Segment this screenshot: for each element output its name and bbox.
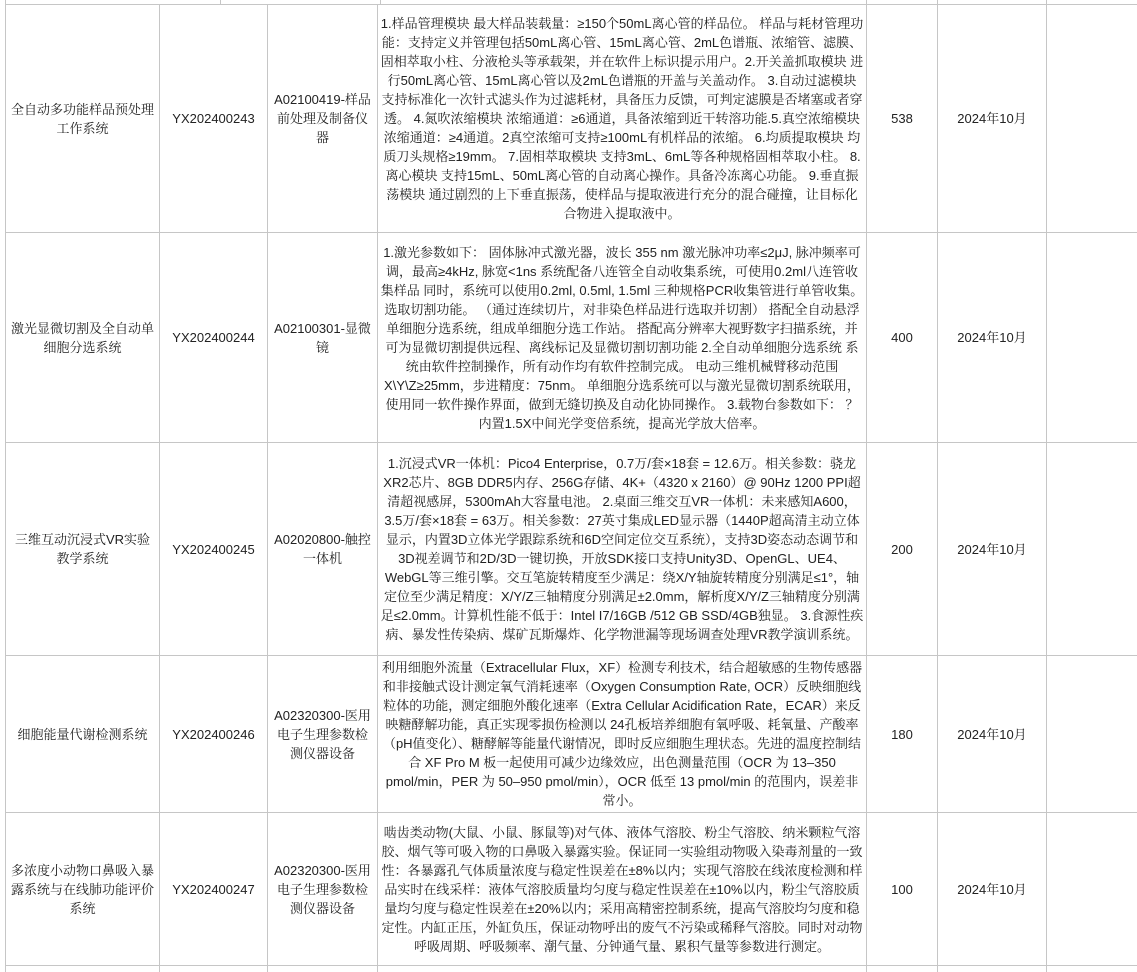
cell-date[interactable]: 2024年10月: [938, 233, 1047, 443]
partial-cell[interactable]: [268, 966, 378, 972]
cell-date[interactable]: 2024年10月: [938, 443, 1047, 656]
cell-project-code[interactable]: YX202400246: [160, 656, 268, 813]
cell-product-name[interactable]: 全自动多功能样品预处理工作系统: [6, 5, 160, 233]
cell-category-code[interactable]: A02100419-样品前处理及制备仪器: [268, 5, 378, 233]
table-row: [6, 5, 1137, 233]
partial-row-bottom: [6, 966, 1137, 972]
cell-project-code[interactable]: YX202400243: [160, 5, 268, 233]
cell-empty[interactable]: [1047, 813, 1137, 966]
cell-empty[interactable]: [1047, 233, 1137, 443]
cell-category-code[interactable]: A02320300-医用电子生理参数检测仪器设备: [268, 656, 378, 813]
cell-quantity[interactable]: 100: [867, 813, 938, 966]
table-row: [6, 233, 1137, 443]
cell-date[interactable]: 2024年10月: [938, 813, 1047, 966]
partial-cell[interactable]: [160, 966, 268, 972]
cell-category-code[interactable]: A02020800-触控一体机: [268, 443, 378, 656]
cell-project-code[interactable]: YX202400247: [160, 813, 268, 966]
cell-date[interactable]: 2024年10月: [938, 656, 1047, 813]
cell-product-name[interactable]: 激光显微切割及全自动单细胞分选系统: [6, 233, 160, 443]
cell-category-code[interactable]: A02320300-医用电子生理参数检测仪器设备: [268, 813, 378, 966]
cell-empty[interactable]: [1047, 443, 1137, 656]
cell-description[interactable]: 利用细胞外流量（Extracellular Flux，XF）检测专利技术，结合超敏感的生物传感器和非接触式设计测定氧气消耗速率（Oxygen Consumption Rate, OCR）反映细胞线粒体的功能，测定细胞外酸化速率（Extra Cellular Acidification Rate，ECAR）来反映糖酵解功能，真正实现零损伤检测以 24孔板培养细胞有氧呼吸、耗氧量、产酸率（pH值变化）、糖酵解等能量代谢情况，即时反应细胞生理状态。先进的温度控制结合 XF Pro M 板一起使用可减少边缘效应，出色测量范围（OCR 为 13–350 pmol/min，PER 为 50–950 pmol/min），OCR 低至 13 pmol/min 的范围内，误差非常小。: [378, 656, 867, 813]
cell-quantity[interactable]: 400: [867, 233, 938, 443]
cell-description[interactable]: 1.样品管理模块 最大样品装载量：≥150个50mL离心管的样品位。 样品与耗材管理功能：支持定义并管理包括50mL离心管、15mL离心管、2mL色谱瓶、浓缩管、滤膜、固相萃取小柱、分液枪头等承载架，并在软件上标识提示用户。2.开关盖抓取模块 进行50mL离心管、15mL离心管以及2mL色谱瓶的开盖与关盖动作。 3.自动过滤模块 支持标准化一次针式滤头作为过滤耗材，具备压力反馈，可判定滤膜是否堵塞或者穿透。 4.氮吹浓缩模块 浓缩通道：≥6通道，具备浓缩到近干转溶功能.5.真空浓缩模块 浓缩通道：≥4通道。2真空浓缩可支持≥100mL有机样品的浓缩。 6.均质提取模块 均质刀头规格≥19mm。 7.固相萃取模块 支持3mL、6mL等各种规格固相萃取小柱。 8.离心模块 支持15mL、50mL离心管的自动离心操作。具备冷冻离心功能。 9.垂直振荡模块 通过剧烈的上下垂直振荡，使样品与提取液进行充分的混合碰撞，让目标化合物进入提取液中。: [378, 5, 867, 233]
table-row: [6, 813, 1137, 966]
cell-project-code[interactable]: YX202400244: [160, 233, 268, 443]
cell-description[interactable]: 啮齿类动物(大鼠、小鼠、豚鼠等)对气体、液体气溶胶、粉尘气溶胶、纳米颗粒气溶胶、烟气等可吸入物的口鼻吸入暴露实验。保证同一实验组动物吸入染毒剂量的一致性：各暴露孔气体质量浓度与稳定性误差在±8%以内；实现气溶胶在线浓度检测和样品实时在线采样：液体气溶胶质量均匀度与稳定性误差在±10%以内，粉尘气溶胶质量均匀度与稳定性误差在±20%以内；采用高精密控制系统，提高气溶胶均匀度和稳定性。内缸正压，外缸负压，保证动物呼出的废气不污染或稀释气溶胶。同时对动物呼吸周期、呼吸频率、潮气量、分钟通气量、累积气量等参数进行测定。: [378, 813, 867, 966]
cell-category-code[interactable]: A02100301-显微镜: [268, 233, 378, 443]
partial-cell[interactable]: [378, 966, 867, 972]
cell-product-name[interactable]: 多浓度小动物口鼻吸入暴露系统与在线肺功能评价系统: [6, 813, 160, 966]
table-row: [6, 443, 1137, 656]
cell-quantity[interactable]: 180: [867, 656, 938, 813]
cell-product-name[interactable]: 细胞能量代谢检测系统: [6, 656, 160, 813]
partial-cell[interactable]: [938, 966, 1047, 972]
cell-project-code[interactable]: YX202400245: [160, 443, 268, 656]
partial-cell[interactable]: [867, 966, 938, 972]
partial-cell[interactable]: [6, 966, 160, 972]
table-grid: [5, 0, 1137, 972]
cell-date[interactable]: 2024年10月: [938, 5, 1047, 233]
cell-description[interactable]: 1.沉浸式VR一体机：Pico4 Enterprise，0.7万/套×18套 = 12.6万。相关参数：骁龙XR2芯片、8GB DDR5内存、256G存储、4K+（4320 x 2160）@ 90Hz 1200 PPI超清超视感屏，5300mAh大容量电池。 2.桌面三维交互VR一体机：未来感知A600，3.5万/套×18套 = 63万。相关参数：27英寸集成LED显示器（1440P超高清主动立体显示，内置3D立体光学跟踪系统和6D空间定位交互系统），支持3D姿态动态调节和3D视差调节和2D/3D一键切换，开放SDK接口支持Unity3D、OpenGL、UE4、WebGL等三维引擎。交互笔旋转精度至少满足：绕X/Y轴旋转精度分别满足≤1°，轴定位至少满足精度：X/Y/Z三轴精度分别满足±2.0mm，解析度X/Y/Z三轴精度分别满足≤2.0mm。计算机性能不低于：Intel I7/16GB /512 GB SSD/4GB独显。 3.食源性疾病、暴发性传染病、煤矿瓦斯爆炸、化学物泄漏等现场调查处理VR教学演训系统。: [378, 443, 867, 656]
cell-description[interactable]: 1.激光参数如下： 固体脉冲式激光器，波长 355 nm 激光脉冲功率≤2μJ, 脉冲频率可调，最高≥4kHz, 脉宽<1ns 系统配备八连管全自动收集系统，可使用0.2ml八连管收集样品 同时，系统可以使用0.2ml, 0.5ml, 1.5ml 三种规格PCR收集管进行单管收集。 选取切割功能。 （通过连续切片，对非染色样品进行选取并切割） 搭配全自动悬浮单细胞分选系统，组成单细胞分选工作站。 搭配高分辨率大视野数字扫描系统，并可为显微切割提供远程、离线标记及显微切割切割功能 2.全自动单细胞分选系统 系统由软件控制操作，所有动作均有软件控制完成。 电动三维机械臂移动范围X\Y\Z≥25mm，步进精度：75nm。 单细胞分选系统可以与激光显微切割系统联用，使用同一软件操作界面，做到无缝切换及自动化协同操作。 3.载物台参数如下： ？ 内置1.5X中间光学变倍系统，提高光学放大倍率。: [378, 233, 867, 443]
partial-cell[interactable]: [1047, 966, 1137, 972]
table-row: [6, 656, 1137, 813]
cell-quantity[interactable]: 200: [867, 443, 938, 656]
cell-empty[interactable]: [1047, 656, 1137, 813]
cell-empty[interactable]: [1047, 5, 1137, 233]
cell-product-name[interactable]: 三维互动沉浸式VR实验教学系统: [6, 443, 160, 656]
cell-quantity[interactable]: 538: [867, 5, 938, 233]
